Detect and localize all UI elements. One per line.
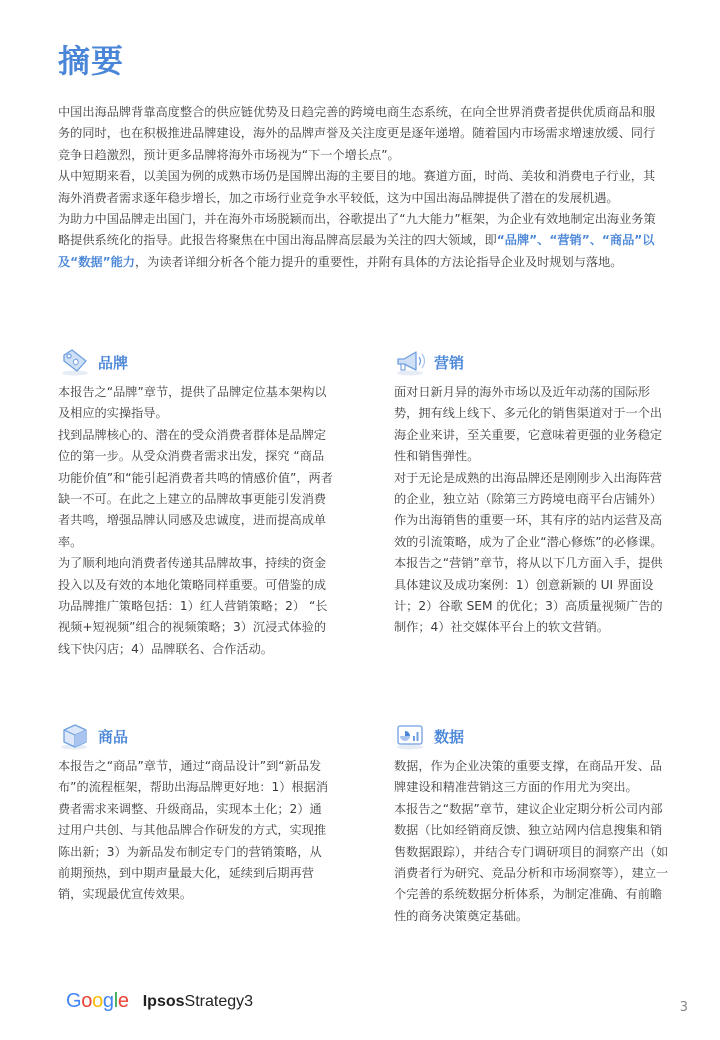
section-body — [394, 756, 669, 927]
section-paragraph: 本报告之“数据”章节，建议企业定期分析公司内部数据（比如经销商反馈、独立站网内信息搜集和销售数据跟踪），并结合专门调研项目的洞察产出（如消费者行为研究、竞品分析和市场洞察等），建立一个完善的系统数据分析体系，为制定准确、有前瞻性的商务决策奠定基础。 — [394, 801, 669, 923]
chart-icon — [394, 721, 430, 751]
intro-paragraph — [58, 209, 663, 273]
section-header — [394, 720, 669, 752]
footer-logos — [66, 990, 253, 1013]
section-body — [58, 382, 333, 660]
section-body — [394, 382, 669, 639]
google-logo-letter: e — [117, 990, 129, 1012]
section-title: 营销 — [434, 353, 465, 372]
page-title: 摘要 — [58, 42, 125, 80]
ipsos-logo-bold: Ipsos — [142, 992, 185, 1010]
intro-paragraph: 从中短期来看，以美国为例的成熟市场仍是国牌出海的主要目的地。赛道方面，时尚、美妆和消费电子行业，其海外消费者需求逐年稳步增长，加之市场行业竞争水平较低，这为中国出海品牌提供了潜在的发展机遇。 — [58, 169, 656, 205]
box-icon — [58, 721, 94, 751]
google-logo-letter: G — [66, 990, 82, 1012]
tag-icon — [58, 347, 94, 377]
google-logo-letter: g — [102, 990, 114, 1012]
section-product — [58, 720, 333, 906]
megaphone-icon — [394, 347, 430, 377]
section-paragraph: 找到品牌核心的、潜在的受众消费者群体是品牌定位的第一步。从受众消费者需求出发，探究 “商品功能价值”和“能引起消费者共鸣的情感价值”，两者缺一不可。在此之上建立的品牌故事更能引发消费者共鸣，增强品牌认同感及忠诚度，进而提高成单率。 — [58, 427, 333, 549]
section-title: 商品 — [98, 727, 129, 746]
section-paragraph: 本报告之“商品”章节，通过“商品设计”到“新品发布”的流程框架，帮助出海品牌更好地：1）根据消费者需求来调整、升级商品，实现本土化；2）通过用户共创、与其他品牌合作研发的方式，实现推陈出新；3）为新品发布制定专门的营销策略，从前期预热，到中期声量最大化，延续到后期再营销，实现最优宣传效果。 — [58, 759, 329, 902]
google-logo-letter: l — [113, 990, 118, 1012]
section-brand — [58, 346, 333, 660]
google-logo-letter: o — [92, 990, 103, 1012]
section-body — [58, 756, 333, 906]
section-header — [58, 720, 333, 752]
section-header — [394, 346, 669, 378]
section-paragraph: 数据，作为企业决策的重要支撑，在商品开发、品牌建设和精准营销这三方面的作用尤为突出。 — [394, 759, 663, 795]
ipsos-logo-rest: Strategy3 — [184, 992, 254, 1010]
ipsos-strategy3-logo — [143, 993, 253, 1011]
intro-paragraph: 中国出海品牌背靠高度整合的供应链优势及日趋完善的跨境电商生态系统，在向全世界消费者提供优质商品和服务的同时，也在积极推进品牌建设，海外的品牌声誉及关注度更是逐年递增。随着国内市场需求增速放缓、同行竞争日趋激烈，预计更多品牌将海外市场视为“下一个增长点”。 — [58, 105, 656, 162]
section-marketing — [394, 346, 669, 639]
section-paragraph: 面对日新月异的海外市场以及近年动荡的国际形势，拥有线上线下、多元化的销售渠道对于一个出海企业来讲，至关重要，它意味着更强的业务稳定性和销售弹性。 — [394, 385, 663, 464]
intro-text-part: 为助力中国品牌走出国门，并在海外市场脱颖而出，谷歌提出了“九大能力”框架，为企业有效地制定出海业务策略提供系统化的指导。此报告将聚焦在中国出海品牌高层最为关注的四大领域，即 — [58, 212, 656, 248]
section-paragraph: 对于无论是成熟的出海品牌还是刚刚步入出海阵营的企业，独立站（除第三方跨境电商平台店铺外） 作为出海销售的重要一环，其有序的站内运营及高效的引流策略，成为了企业“潜心修炼”的必修课。 — [394, 470, 663, 549]
section-title: 品牌 — [98, 353, 129, 372]
intro-text — [58, 102, 663, 273]
section-header — [58, 346, 333, 378]
section-paragraph: 本报告之“营销”章节，将从以下几方面入手，提供具体建议及成功案例：1）创意新颖的 UI 界面设计；2）谷歌 SEM 的优化；3）高质量视频广告的制作；4）社交媒体平台上的软文营销。 — [394, 556, 663, 635]
section-data — [394, 720, 669, 927]
section-paragraph: 本报告之“品牌”章节，提供了品牌定位基本架构以及相应的实操指导。 — [58, 385, 327, 421]
section-title: 数据 — [434, 727, 465, 746]
page-number: 3 — [679, 1000, 688, 1015]
google-logo — [66, 990, 129, 1013]
highlight-capabilities: “品牌”、“营销”、“商品”以及“数据”能力 — [58, 233, 655, 269]
section-paragraph: 为了顺利地向消费者传递其品牌故事，持续的资金投入以及有效的本地化策略同样重要。可借鉴的成功品牌推广策略包括：1）红人营销策略；2） “长视频+短视频”组合的视频策略；3）沉浸式体验的线下快闪店；4）品牌联名、合作活动。 — [58, 556, 328, 656]
google-logo-letter: o — [81, 990, 93, 1012]
intro-text-part: ，为读者详细分析各个能力提升的重要性，并附有具体的方法论指导企业及时规划与落地。 — [134, 254, 623, 269]
